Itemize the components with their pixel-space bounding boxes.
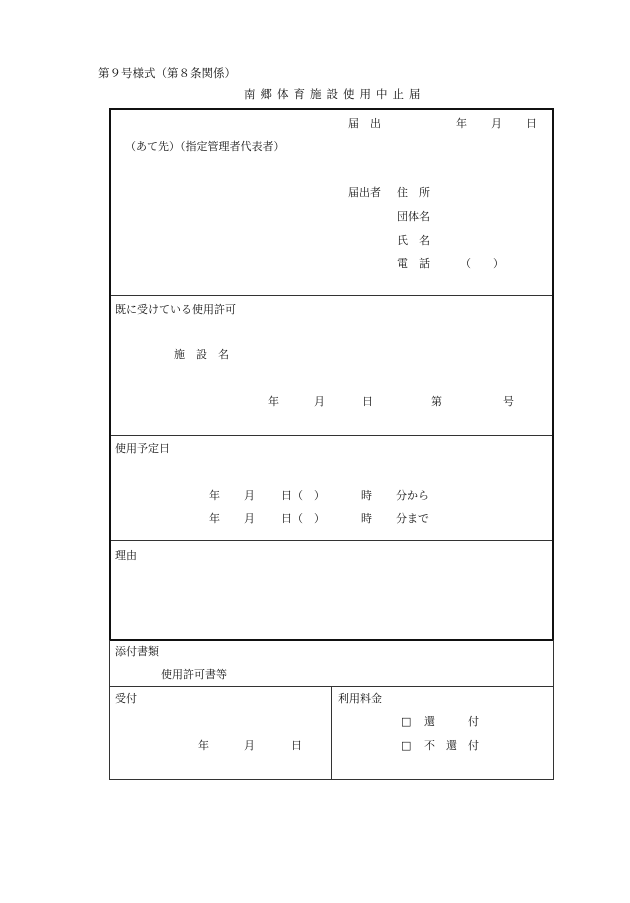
fee-refund-label: 還 付: [424, 715, 479, 728]
schedule-heading: 使用予定日: [115, 442, 170, 455]
divider-3: [111, 540, 552, 541]
permit-no-suffix: 号: [503, 395, 514, 408]
permit-day: 日: [362, 395, 373, 408]
reason-heading: 理由: [115, 549, 137, 562]
schedule-to-hour: 時: [361, 512, 372, 525]
fee-refund-checkbox[interactable]: □: [401, 715, 412, 728]
divider-1: [111, 295, 552, 296]
schedule-to-day: 日（ ）: [281, 512, 325, 525]
name-label: 氏 名: [397, 234, 430, 247]
divider-vertical: [331, 686, 332, 779]
notice-label: 届 出: [348, 117, 381, 130]
schedule-to-minute: 分まで: [396, 512, 429, 525]
address-label: 住 所: [397, 186, 430, 199]
permit-year: 年: [268, 395, 279, 408]
schedule-to-month: 月: [244, 512, 255, 525]
reception-day: 日: [291, 739, 302, 752]
facility-name-label: 施 設 名: [174, 348, 229, 361]
attachments-item: 使用許可書等: [161, 668, 227, 681]
phone-label: 電 話: [397, 257, 430, 270]
permit-no-prefix: 第: [431, 395, 442, 408]
schedule-from-minute: 分から: [396, 489, 429, 502]
fee-heading: 利用料金: [338, 692, 382, 705]
schedule-to-year: 年: [209, 512, 220, 525]
fee-no-refund-label: 不 還 付: [424, 739, 479, 752]
schedule-from-month: 月: [244, 489, 255, 502]
reception-heading: 受付: [115, 692, 137, 705]
addressee-label: （あて先）（指定管理者代表者）: [125, 140, 285, 153]
permit-month: 月: [314, 395, 325, 408]
divider-2: [111, 435, 552, 436]
header-year: 年: [456, 117, 467, 130]
reception-year: 年: [198, 739, 209, 752]
permit-heading: 既に受けている使用許可: [115, 303, 236, 316]
form-lower-box: [109, 640, 554, 780]
form-main-box: [109, 108, 554, 641]
schedule-from-hour: 時: [361, 489, 372, 502]
reception-month: 月: [244, 739, 255, 752]
form-title: 南郷体育施設使用中止届: [244, 87, 426, 101]
phone-paren: （ ）: [460, 257, 504, 270]
fee-no-refund-checkbox[interactable]: □: [401, 739, 412, 752]
schedule-from-year: 年: [209, 489, 220, 502]
schedule-from-day: 日（ ）: [281, 489, 325, 502]
form-number: 第９号様式（第８条関係）: [98, 66, 236, 80]
header-day: 日: [526, 117, 537, 130]
header-month: 月: [491, 117, 502, 130]
applicant-label: 届出者: [348, 186, 381, 199]
attachments-heading: 添付書類: [115, 645, 159, 658]
group-name-label: 団体名: [397, 210, 430, 223]
